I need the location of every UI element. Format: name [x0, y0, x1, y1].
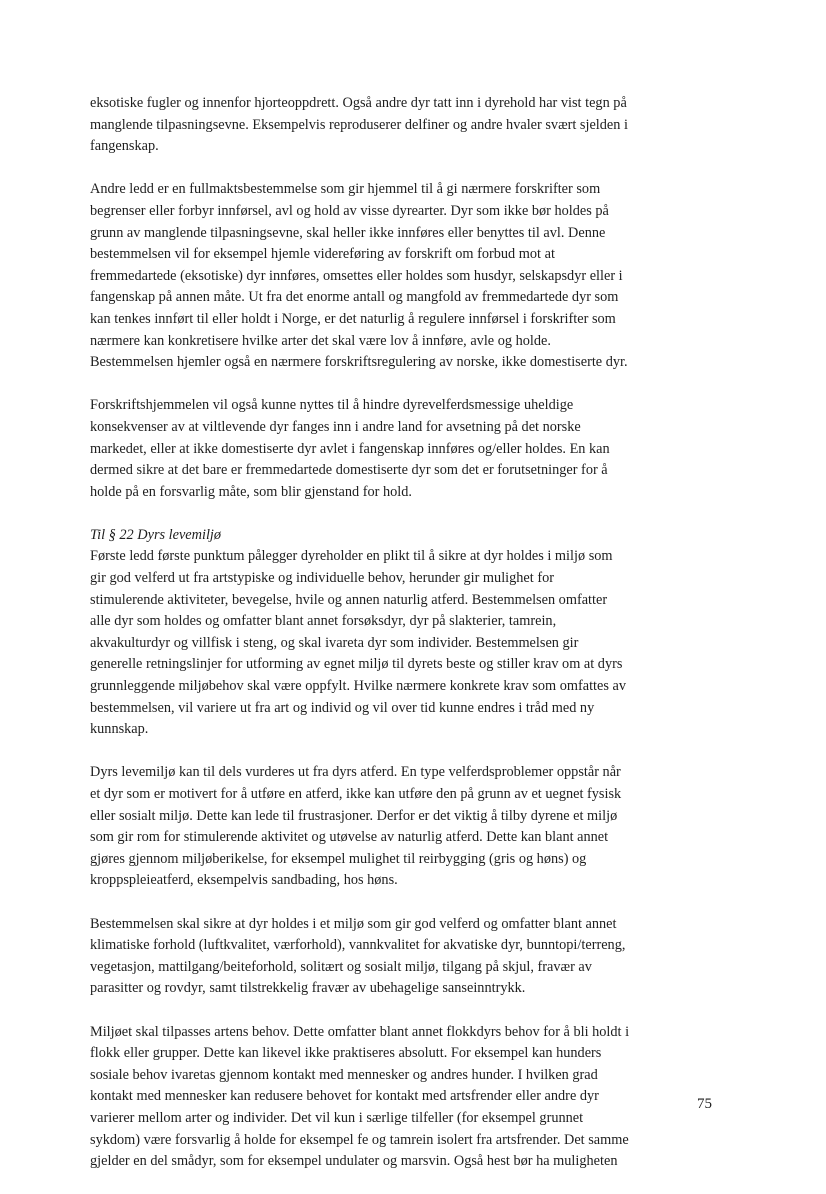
section-heading: Til § 22 Dyrs levemiljø — [90, 526, 222, 543]
paragraph-1: eksotiske fugler og innenfor hjorteoppdrett. Også andre dyr tatt inn i dyrehold har vist tegn på manglende tilpasningsevne. Eksempelvis reproduserer delfiner og andre hvaler svært sjelden i fangenskap. — [90, 95, 628, 155]
paragraph-6: Bestemmelsen skal sikre at dyr holdes i et miljø som gir god velferd og omfatter blant annet klimatiske forhold (luftkvalitet, værforhold), vannkvalitet for akvatiske dyr, bunntopi/terreng, vegetasjon, mattilgang/beiteforhold, solitært og sosialt miljø, tilgang på skjul, fravær av parasitter og rovdyr, samt tilstrekkelig fravær av ubehagelige sanseinntrykk. — [90, 915, 626, 997]
paragraph-7: Miljøet skal tilpasses artens behov. Dette omfatter blant annet flokkdyrs behov for å bli holdt i flokk eller grupper. Dette kan likevel ikke praktiseres absolutt. For eksempel kan hunders sosiale behov ivaretas gjennom kontakt med mennesker og andres hunder. I hvilken grad kontakt med mennesker kan redusere behovet for kontakt med artsfrender eller andre dyr varierer mellom arter og individer. Det vil kun i særlige tilfeller (for eksempel grunnet sykdom) være forsvarlig å holde for eksempel fe og tamrein isolert fra artsfrender. Det samme gjelder en del smådyr, som for eksempel undulater og marsvin. Også hest bør ha muligheten — [90, 1023, 630, 1170]
paragraph-4: Første ledd første punktum pålegger dyreholder en plikt til å sikre at dyr holdes i miljø som gir god velferd ut fra artstypiske og individuelle behov, herunder gir mulighet for stimulerende aktiviteter, bevegelse, hvile og annen naturlig atferd. Bestemmelsen omfatter alle dyr som holdes og omfatter blant annet forsøksdyr, dyr på slakterier, tamrein, akvakulturdyr og villfisk i steng, og skal ivareta dyr som individer. Bestemmelsen gir generelle retningslinjer for utforming av egnet miljø til dyrets beste og stiller krav om at dyrs grunnleggende miljøbehov skal være oppfylt. Hvilke nærmere konkrete krav som omfattes av bestemmelsen, vil variere ut fra art og individ og vil over tid kunne endres i tråd med ny kunnskap. — [90, 548, 627, 738]
document-page — [90, 93, 730, 1194]
page-number: 75 — [697, 1096, 712, 1112]
paragraph-2: Andre ledd er en fullmaktsbestemmelse som gir hjemmel til å gi nærmere forskrifter som begrenser eller forbyr innførsel, avl og hold av visse dyrearter. Dyr som ikke bør holdes på grunn av manglende tilpasningsevne, skal heller ikke innføres eller benyttes til avl. Denne bestemmelsen vil for eksempel hjemle videreføring av forskrift om forbud mot at fremmedartede (eksotiske) dyr innføres, omsettes eller holdes som husdyr, selskapsdyr eller i fangenskap på annen måte. Ut fra det enorme antall og mangfold av fremmedartede dyr som kan tenkes innført til eller holdt i Norge, er det naturlig å regulere innførsel i forskrifter som nærmere kan konkretisere hvilke arter det skal være lov å innføre, avle og holde. Bestemmelsen hjemler også en nærmere forskriftsregulering av norske, ikke domestiserte dyr. — [90, 181, 628, 371]
paragraph-5: Dyrs levemiljø kan til dels vurderes ut fra dyrs atferd. En type velferdsproblemer oppstår når et dyr som er motivert for å utføre en atferd, ikke kan utføre den på grunn av et uegnet fysisk eller sosialt miljø. Dette kan lede til frustrasjoner. Derfor er det viktig å tilby dyrene et miljø som gir rom for stimulerende aktivitet og utøvelse av naturlig atferd. Dette kan blant annet gjøres gjennom miljøberikelse, for eksempel mulighet til reirbygging (gris og høns) og kroppspleieatferd, eksempelvis sandbading, hos høns. — [90, 764, 622, 889]
paragraph-3: Forskriftshjemmelen vil også kunne nyttes til å hindre dyrevelferdsmessige uheldige konsekvenser av at viltlevende dyr fanges inn i andre land for avsetning på det norske markedet, eller at ikke domestiserte dyr avlet i fangenskap innføres og/eller holdes. En kan dermed sikre at det bare er fremmedartede domestiserte dyr som det er forutsetninger for å holde på en forsvarlig måte, som blir gjenstand for hold. — [90, 397, 610, 500]
